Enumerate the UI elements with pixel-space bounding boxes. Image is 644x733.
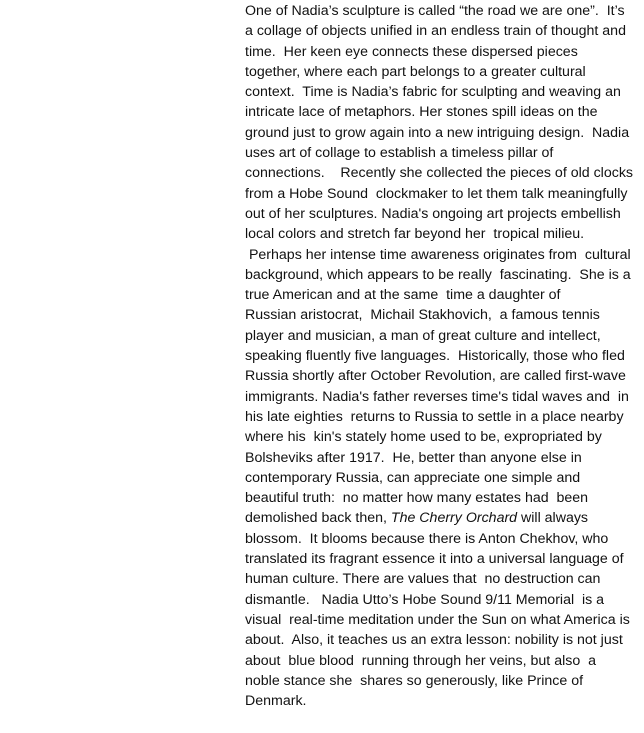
text-line: speaking fluently five languages. Historically, those who fled — [245, 348, 625, 365]
text-line: connections. Recently she collected the pieces of old clocks — [245, 165, 634, 182]
text-line: out of her sculptures. Nadia's ongoing art projects embellish — [245, 205, 621, 222]
text-line: uses art of collage to establish a timeless pillar of — [245, 145, 554, 162]
article-text — [245, 1, 641, 711]
text-line: context. Time is Nadia’s fabric for sculpting and weaving an — [245, 84, 621, 101]
text-segment: demolished back then, — [245, 510, 391, 527]
text-line-with-title — [245, 508, 641, 528]
text-line: Denmark. — [245, 693, 307, 710]
text-line: from a Hobe Sound clockmaker to let them talk meaningfully — [245, 185, 628, 202]
text-line: blossom. It blooms because there is Anton Chekhov, who — [245, 530, 609, 547]
text-line: noble stance she shares so generously, like Prince of — [245, 672, 584, 689]
text-line: true American and at the same time a daughter of — [245, 287, 561, 304]
text-line: contemporary Russia, can appreciate one simple and — [245, 469, 581, 486]
text-line: player and musician, a man of great culture and intellect, — [245, 327, 601, 344]
text-line: Russia shortly after October Revolution, are called first-wave — [245, 368, 626, 385]
text-line: human culture. There are values that no destruction can — [245, 571, 601, 588]
italic-book-title: The Cherry Orchard — [390, 510, 518, 527]
text-line: translated its fragrant essence it into a universal language of — [245, 551, 624, 568]
text-line: local colors and stretch far beyond her tropical milieu. — [245, 226, 585, 243]
text-line: Perhaps her intense time awareness originates from cultural — [245, 246, 631, 263]
text-segment: will always — [517, 510, 589, 527]
text-line: about. Also, it teaches us an extra lesson: nobility is not just — [245, 632, 623, 649]
text-line: Bolsheviks after 1917. He, better than anyone else in — [245, 449, 582, 466]
text-line: visual real-time meditation under the Sun on what America is — [245, 611, 630, 628]
text-line: immigrants. Nadia's father reverses time's tidal waves and in — [245, 388, 629, 405]
text-line: beautiful truth: no matter how many estates had been — [245, 490, 589, 507]
text-line: dismantle. Nadia Utto’s Hobe Sound 9/11 Memorial is a — [245, 591, 605, 608]
text-line: One of Nadia’s sculpture is called “the road we are one”. It’s — [245, 3, 625, 19]
text-line: his late eighties returns to Russia to settle in a place nearby — [245, 408, 624, 425]
text-line: where his kin's stately home used to be, expropriated by — [245, 429, 602, 446]
text-line: background, which appears to be really fascinating. She is a — [245, 266, 631, 283]
text-line: intricate lace of metaphors. Her stones spill ideas on the — [245, 104, 598, 121]
text-line: about blue blood running through her veins, but also a — [245, 652, 596, 669]
text-line: together, where each part belongs to a greater cultural — [245, 63, 586, 80]
text-line: ground just to grow again into a new intriguing design. Nadia — [245, 124, 630, 141]
text-line: a collage of objects unified in an endless train of thought and — [245, 23, 626, 40]
text-line: Russian aristocrat, Michail Stakhovich, a famous tennis — [245, 307, 600, 324]
text-line: time. Her keen eye connects these dispersed pieces — [245, 43, 578, 60]
